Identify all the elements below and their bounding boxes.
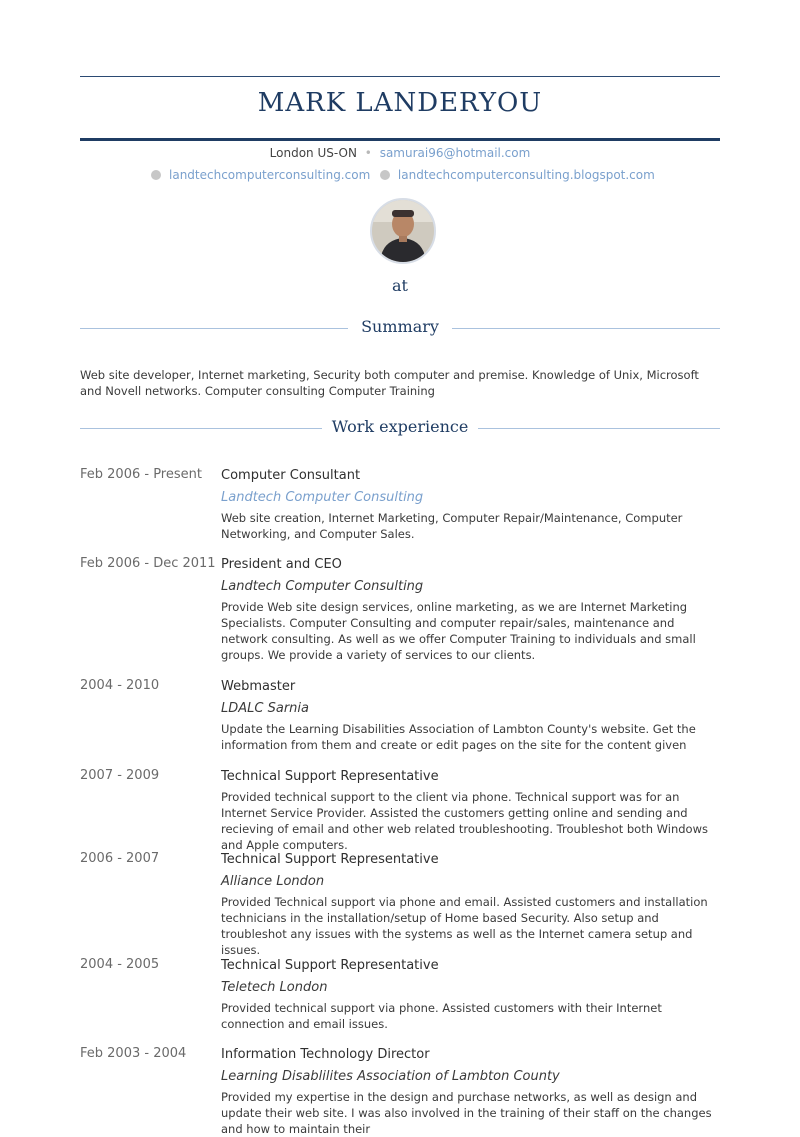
job-dates: 2004 - 2010	[80, 678, 160, 693]
top-rule	[80, 76, 720, 77]
name-underline	[80, 138, 720, 141]
job-title: President and CEO	[221, 557, 342, 572]
job-dates: 2006 - 2007	[80, 851, 160, 866]
website-link-1[interactable]: landtechcomputerconsulting.com	[169, 168, 371, 182]
summary-heading	[80, 317, 720, 339]
profile-photo	[370, 198, 436, 264]
summary-text: Web site developer, Internet marketing, Security both computer and premise. Knowledge of Unix, Microsoft and Novell networks. Computer consulting Computer Training	[80, 368, 699, 398]
company-name: Alliance London	[221, 874, 325, 889]
company-name: LDALC Sarnia	[221, 701, 309, 716]
company-name: Landtech Computer Consulting	[221, 579, 424, 594]
job-dates: Feb 2006 - Present	[80, 467, 202, 482]
summary-title: Summary	[361, 317, 439, 336]
job-description: Provide Web site design services, online marketing, as we are Internet Marketing Specialists. Computer Consulting and computer repair/sales, maintenance and network consulting. As well as we offer Computer Training to individuals and small groups. We provide a variety of services to our clients.	[221, 600, 696, 662]
job-description: Web site creation, Internet Marketing, Computer Repair/Maintenance, Computer Networking, and Computer Sales.	[221, 511, 683, 541]
work-experience-heading	[80, 417, 720, 439]
job-dates: 2007 - 2009	[80, 768, 160, 783]
job-description: Provided technical support to the client via phone. Technical support was for an Internet Service Provider. Assisted the customers getting online and sending and recieving of email and other web related troubleshooting. Troubleshot both Windows and Apple computers.	[221, 790, 708, 852]
email-link[interactable]: samurai96@hotmail.com	[379, 146, 531, 160]
separator-dot: •	[364, 146, 372, 160]
job-title: Information Technology Director	[221, 1047, 430, 1062]
job-description: Update the Learning Disabilities Association of Lambton County's website. Get the information from them and create or edit pages on the site for the content given	[221, 722, 696, 752]
job-dates: Feb 2003 - 2004	[80, 1046, 187, 1061]
company-name: Teletech London	[221, 980, 328, 995]
contact-line-1	[0, 146, 800, 160]
location-text: London US-ON	[269, 146, 357, 160]
job-description: Provided Technical support via phone and email. Assisted customers and installation technicians in the installation/setup of Home based Security. Also setup and troubleshot any issues with the systems as well as the Internet camera setup and issues.	[221, 895, 708, 957]
company-link[interactable]: Landtech Computer Consulting	[221, 490, 424, 505]
globe-icon	[151, 170, 161, 180]
candidate-name: MARK LANDERYOU	[257, 88, 543, 118]
website-link-2[interactable]: landtechcomputerconsulting.blogspot.com	[397, 168, 655, 182]
job-title: Technical Support Representative	[221, 852, 439, 867]
company-name: Learning Disablilites Association of Lambton County	[221, 1069, 560, 1084]
globe-icon	[380, 170, 390, 180]
headline-text: at	[392, 276, 408, 295]
job-description: Provided technical support via phone. Assisted customers with their Internet connection and email issues.	[221, 1001, 662, 1031]
work-experience-title: Work experience	[331, 417, 469, 436]
job-title: Computer Consultant	[221, 468, 361, 483]
job-dates: Feb 2006 - Dec 2011	[80, 556, 216, 571]
contact-line-2	[0, 168, 800, 182]
job-title: Webmaster	[221, 679, 296, 694]
job-title: Technical Support Representative	[221, 958, 439, 973]
job-description: Provided my expertise in the design and purchase networks, as well as design and update their web site. I was also involved in the training of their staff on the changes and how to maintain their	[221, 1090, 712, 1136]
job-dates: 2004 - 2005	[80, 957, 160, 972]
job-title: Technical Support Representative	[221, 769, 439, 784]
